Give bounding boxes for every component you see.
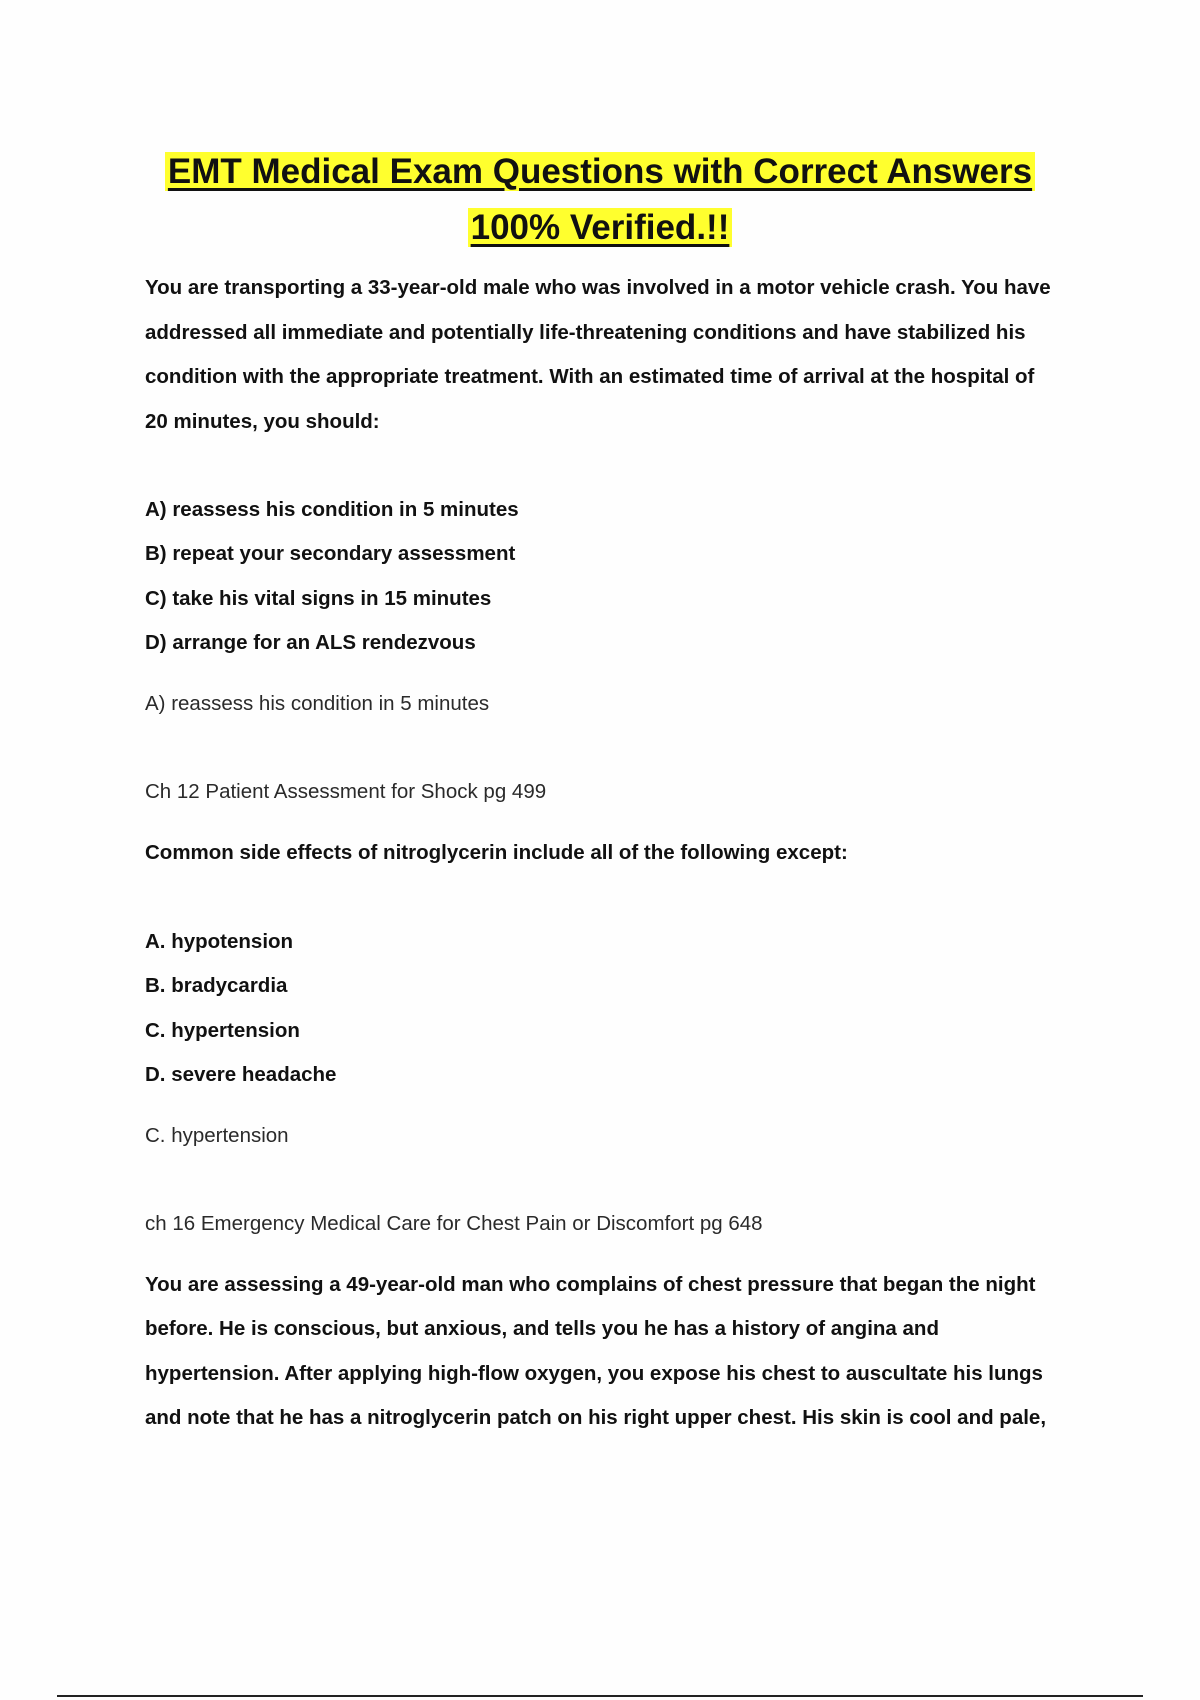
document-title-line-1 <box>0 150 1200 194</box>
document-title-line-2 <box>0 206 1200 250</box>
q1-option-b: B) repeat your secondary assessment <box>145 542 516 565</box>
q3-stem-line: and note that he has a nitroglycerin patch on his right upper chest. His skin is cool and pale, <box>145 1406 1047 1429</box>
q1-option-a: A) reassess his condition in 5 minutes <box>145 498 519 521</box>
title-text-1: EMT Medical Exam Questions with Correct Answers <box>165 152 1035 191</box>
title-text-2: 100% Verified.!! <box>468 208 733 247</box>
q2-option-c: C. hypertension <box>145 1019 300 1042</box>
q1-stem-line: 20 minutes, you should: <box>145 410 380 433</box>
q2-option-b: B. bradycardia <box>145 974 288 997</box>
q1-stem-line: addressed all immediate and potentially life-threatening conditions and have stabilized his <box>145 321 1026 344</box>
page-bottom-rule <box>57 1695 1143 1697</box>
q1-stem-line: condition with the appropriate treatment. With an estimated time of arrival at the hospital of <box>145 365 1035 388</box>
q1-option-c: C) take his vital signs in 15 minutes <box>145 587 492 610</box>
q2-reference: ch 16 Emergency Medical Care for Chest Pain or Discomfort pg 648 <box>145 1212 763 1235</box>
q1-reference: Ch 12 Patient Assessment for Shock pg 499 <box>145 780 547 803</box>
q3-stem-line: hypertension. After applying high-flow oxygen, you expose his chest to auscultate his lungs <box>145 1362 1043 1385</box>
q2-option-a: A. hypotension <box>145 930 294 953</box>
q2-option-d: D. severe headache <box>145 1063 337 1086</box>
q1-answer: A) reassess his condition in 5 minutes <box>145 692 490 715</box>
q2-answer: C. hypertension <box>145 1124 289 1147</box>
q1-option-d: D) arrange for an ALS rendezvous <box>145 631 476 654</box>
q3-stem-line: You are assessing a 49-year-old man who complains of chest pressure that began the night <box>145 1273 1036 1296</box>
q1-stem-line: You are transporting a 33-year-old male who was involved in a motor vehicle crash. You have <box>145 276 1051 299</box>
q3-stem-line: before. He is conscious, but anxious, and tells you he has a history of angina and <box>145 1317 939 1340</box>
q2-stem: Common side effects of nitroglycerin include all of the following except: <box>145 841 848 864</box>
